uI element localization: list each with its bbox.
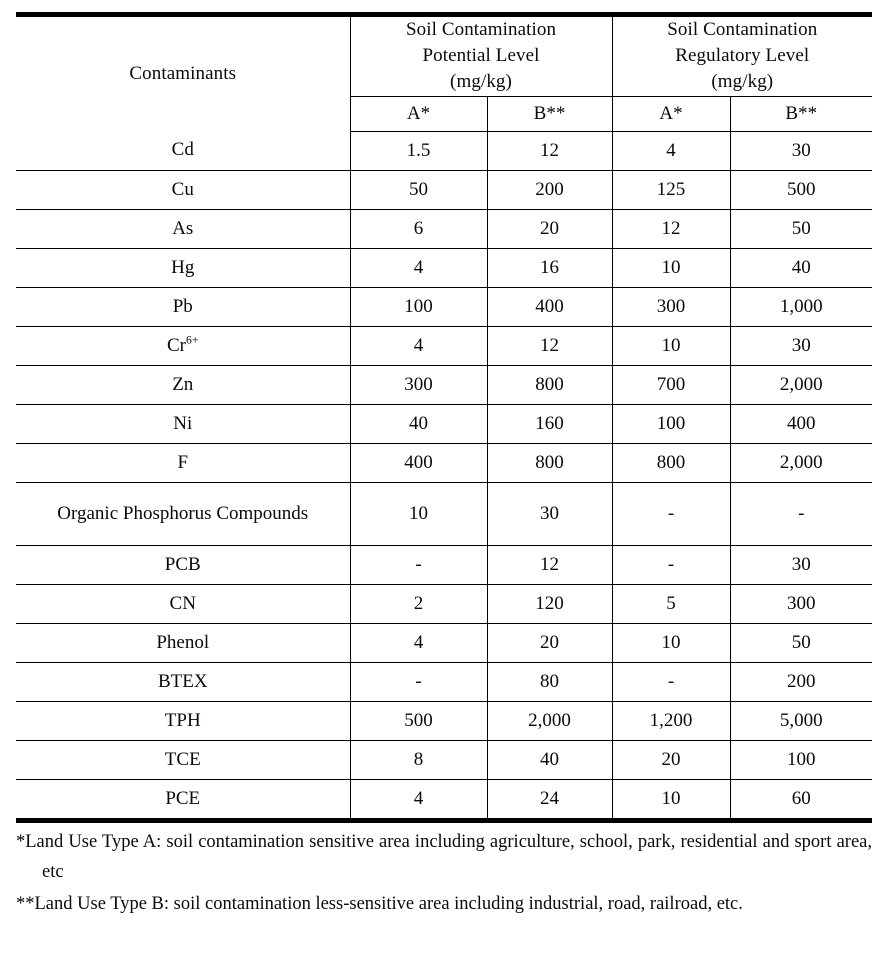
cell-potential-a: 6: [350, 209, 487, 248]
table-row: [16, 779, 872, 818]
table-row: [16, 248, 872, 287]
table-row: [16, 170, 872, 209]
cell-potential-a: 8: [350, 740, 487, 779]
cell-contaminant-name: PCB: [16, 545, 350, 584]
bottom-rule-cell-0: [16, 818, 350, 821]
cell-potential-b: 120: [487, 584, 612, 623]
header-potential-a: A*: [350, 96, 487, 131]
cell-potential-b: 400: [487, 287, 612, 326]
cell-regulatory-b: 2,000: [730, 365, 872, 404]
cell-contaminant-name: Hg: [16, 248, 350, 287]
cell-potential-a: 10: [350, 482, 487, 545]
cell-regulatory-b: 500: [730, 170, 872, 209]
cell-regulatory-a: 4: [612, 131, 730, 170]
cell-potential-a: 4: [350, 779, 487, 818]
header-group-regulatory-level: [612, 15, 872, 97]
table-foot: [16, 818, 872, 821]
cell-potential-b: 80: [487, 662, 612, 701]
cell-potential-a: -: [350, 662, 487, 701]
cell-contaminant-name: TCE: [16, 740, 350, 779]
header-group-regulatory-line2: Regulatory Level: [675, 45, 810, 67]
cell-regulatory-b: -: [730, 482, 872, 545]
cell-regulatory-a: 10: [612, 623, 730, 662]
bottom-rule-cell-2: [487, 818, 612, 821]
header-group-regulatory-line1: Soil Contamination: [667, 19, 818, 40]
cell-regulatory-a: -: [612, 482, 730, 545]
header-regulatory-b: B**: [730, 96, 872, 131]
cell-contaminant-name: $Cr^{6+}$: [16, 326, 350, 365]
header-group-potential-line1: Soil Contamination: [405, 19, 557, 40]
cell-potential-b: 20: [487, 623, 612, 662]
cell-regulatory-b: 400: [730, 404, 872, 443]
cell-potential-a: 300: [350, 365, 487, 404]
bottom-rule-cell-3: [612, 818, 730, 821]
table-row: [16, 287, 872, 326]
bottom-rule-cell-1: [350, 818, 487, 821]
cell-potential-b: 800: [487, 365, 612, 404]
table-body: [16, 131, 872, 818]
cell-regulatory-b: 5,000: [730, 701, 872, 740]
cell-contaminant-name: Zn: [16, 365, 350, 404]
cell-potential-a: 4: [350, 623, 487, 662]
cell-regulatory-a: 1,200: [612, 701, 730, 740]
table-row: [16, 209, 872, 248]
cell-potential-b: 2,000: [487, 701, 612, 740]
cell-regulatory-b: 50: [730, 209, 872, 248]
cell-regulatory-b: 100: [730, 740, 872, 779]
footnotes: [16, 828, 872, 922]
header-group-row: [16, 15, 872, 97]
cell-contaminant-name: PCE: [165, 787, 201, 809]
cell-contaminant-name: Cu: [16, 170, 350, 209]
table-row: [16, 482, 872, 545]
cell-contaminant-name: BTEX: [16, 662, 350, 701]
cell-potential-a: 1.5: [350, 131, 487, 170]
cell-potential-a: 400: [350, 443, 487, 482]
header-group-potential-line3: (mg/kg): [450, 71, 512, 93]
cell-regulatory-a: 700: [612, 365, 730, 404]
cell-contaminant-name: As: [16, 209, 350, 248]
cell-contaminant-name: Ni: [16, 404, 350, 443]
table-row: [16, 584, 872, 623]
cell-potential-a: 500: [350, 701, 487, 740]
cell-potential-b: 30: [487, 482, 612, 545]
header-potential-b: B**: [487, 96, 612, 131]
table-row: [16, 701, 872, 740]
cell-regulatory-b: 50: [730, 623, 872, 662]
table-row: [16, 365, 872, 404]
cell-potential-b: 800: [487, 443, 612, 482]
cell-potential-b: 12: [487, 326, 612, 365]
cell-regulatory-b: 30: [730, 326, 872, 365]
table-row: [16, 740, 872, 779]
cell-regulatory-a: 12: [612, 209, 730, 248]
header-group-regulatory-line3: (mg/kg): [711, 71, 774, 93]
footnote-land-use-type-b: **Land Use Type B: soil contamination less-sensitive area including industrial, road, railroad, etc.: [16, 893, 743, 914]
header-group-potential-level: [350, 15, 612, 97]
cell-potential-a: 40: [350, 404, 487, 443]
cell-potential-b: 12: [487, 545, 612, 584]
cell-potential-a: 50: [350, 170, 487, 209]
cell-regulatory-a: 20: [612, 740, 730, 779]
cell-regulatory-b: 30: [730, 131, 872, 170]
table-row: [16, 326, 872, 365]
cell-potential-b: 20: [487, 209, 612, 248]
cell-regulatory-b: 2,000: [730, 443, 872, 482]
table-row: [16, 623, 872, 662]
table-row: [16, 662, 872, 701]
cell-potential-a: 4: [350, 248, 487, 287]
footnote-land-use-type-a: *Land Use Type A: soil contamination sensitive area including agriculture, school, park, residential and sport area, etc: [16, 832, 872, 882]
table-head: [16, 15, 872, 132]
cell-regulatory-a: 5: [612, 584, 730, 623]
cell-potential-b: 12: [487, 131, 612, 170]
cell-contaminant-name: TPH: [16, 701, 350, 740]
cell-potential-a: 4: [350, 326, 487, 365]
header-group-potential-line2: Potential Level: [422, 45, 540, 67]
cell-regulatory-a: 300: [612, 287, 730, 326]
cell-regulatory-a: 10: [612, 326, 730, 365]
cell-regulatory-a: 10: [612, 779, 730, 818]
table-bottom-rule: [16, 818, 872, 821]
cell-contaminant-name: F: [16, 443, 350, 482]
cell-regulatory-a: 800: [612, 443, 730, 482]
cell-regulatory-a: 100: [612, 404, 730, 443]
soil-contamination-table-container: [16, 12, 872, 823]
cell-potential-a: -: [350, 545, 487, 584]
cell-contaminant-name: Pb: [16, 287, 350, 326]
cell-contaminant-name: Cd: [16, 131, 350, 170]
cell-regulatory-b: 40: [730, 248, 872, 287]
cell-potential-a: 100: [350, 287, 487, 326]
cell-contaminant-name: CN: [16, 584, 350, 623]
cell-regulatory-b: 1,000: [730, 287, 872, 326]
cell-regulatory-a: -: [612, 545, 730, 584]
table-row: [16, 545, 872, 584]
cell-regulatory-b: 30: [730, 545, 872, 584]
cell-regulatory-a: 125: [612, 170, 730, 209]
header-regulatory-a: A*: [612, 96, 730, 131]
cell-potential-b: 160: [487, 404, 612, 443]
cell-potential-b: 200: [487, 170, 612, 209]
cell-regulatory-a: 10: [612, 248, 730, 287]
header-contaminants: Contaminants: [16, 15, 350, 132]
table-row: [16, 443, 872, 482]
cell-regulatory-b: 200: [730, 662, 872, 701]
cell-contaminant-name: Phenol: [16, 623, 350, 662]
table-row: [16, 131, 872, 170]
cell-contaminant-name: Organic Phosphorus Compounds: [16, 482, 350, 545]
cell-potential-b: 16: [487, 248, 612, 287]
cell-regulatory-b: 60: [730, 779, 872, 818]
cell-regulatory-b: 300: [730, 584, 872, 623]
cell-regulatory-a: -: [612, 662, 730, 701]
cell-potential-b: 24: [487, 779, 612, 818]
cell-potential-a: 2: [350, 584, 487, 623]
bottom-rule-cell-4: [730, 818, 872, 821]
soil-contamination-table: [16, 12, 872, 823]
contaminant-charge-superscript: 6+: [185, 333, 199, 347]
cell-potential-b: 40: [487, 740, 612, 779]
table-row: [16, 404, 872, 443]
